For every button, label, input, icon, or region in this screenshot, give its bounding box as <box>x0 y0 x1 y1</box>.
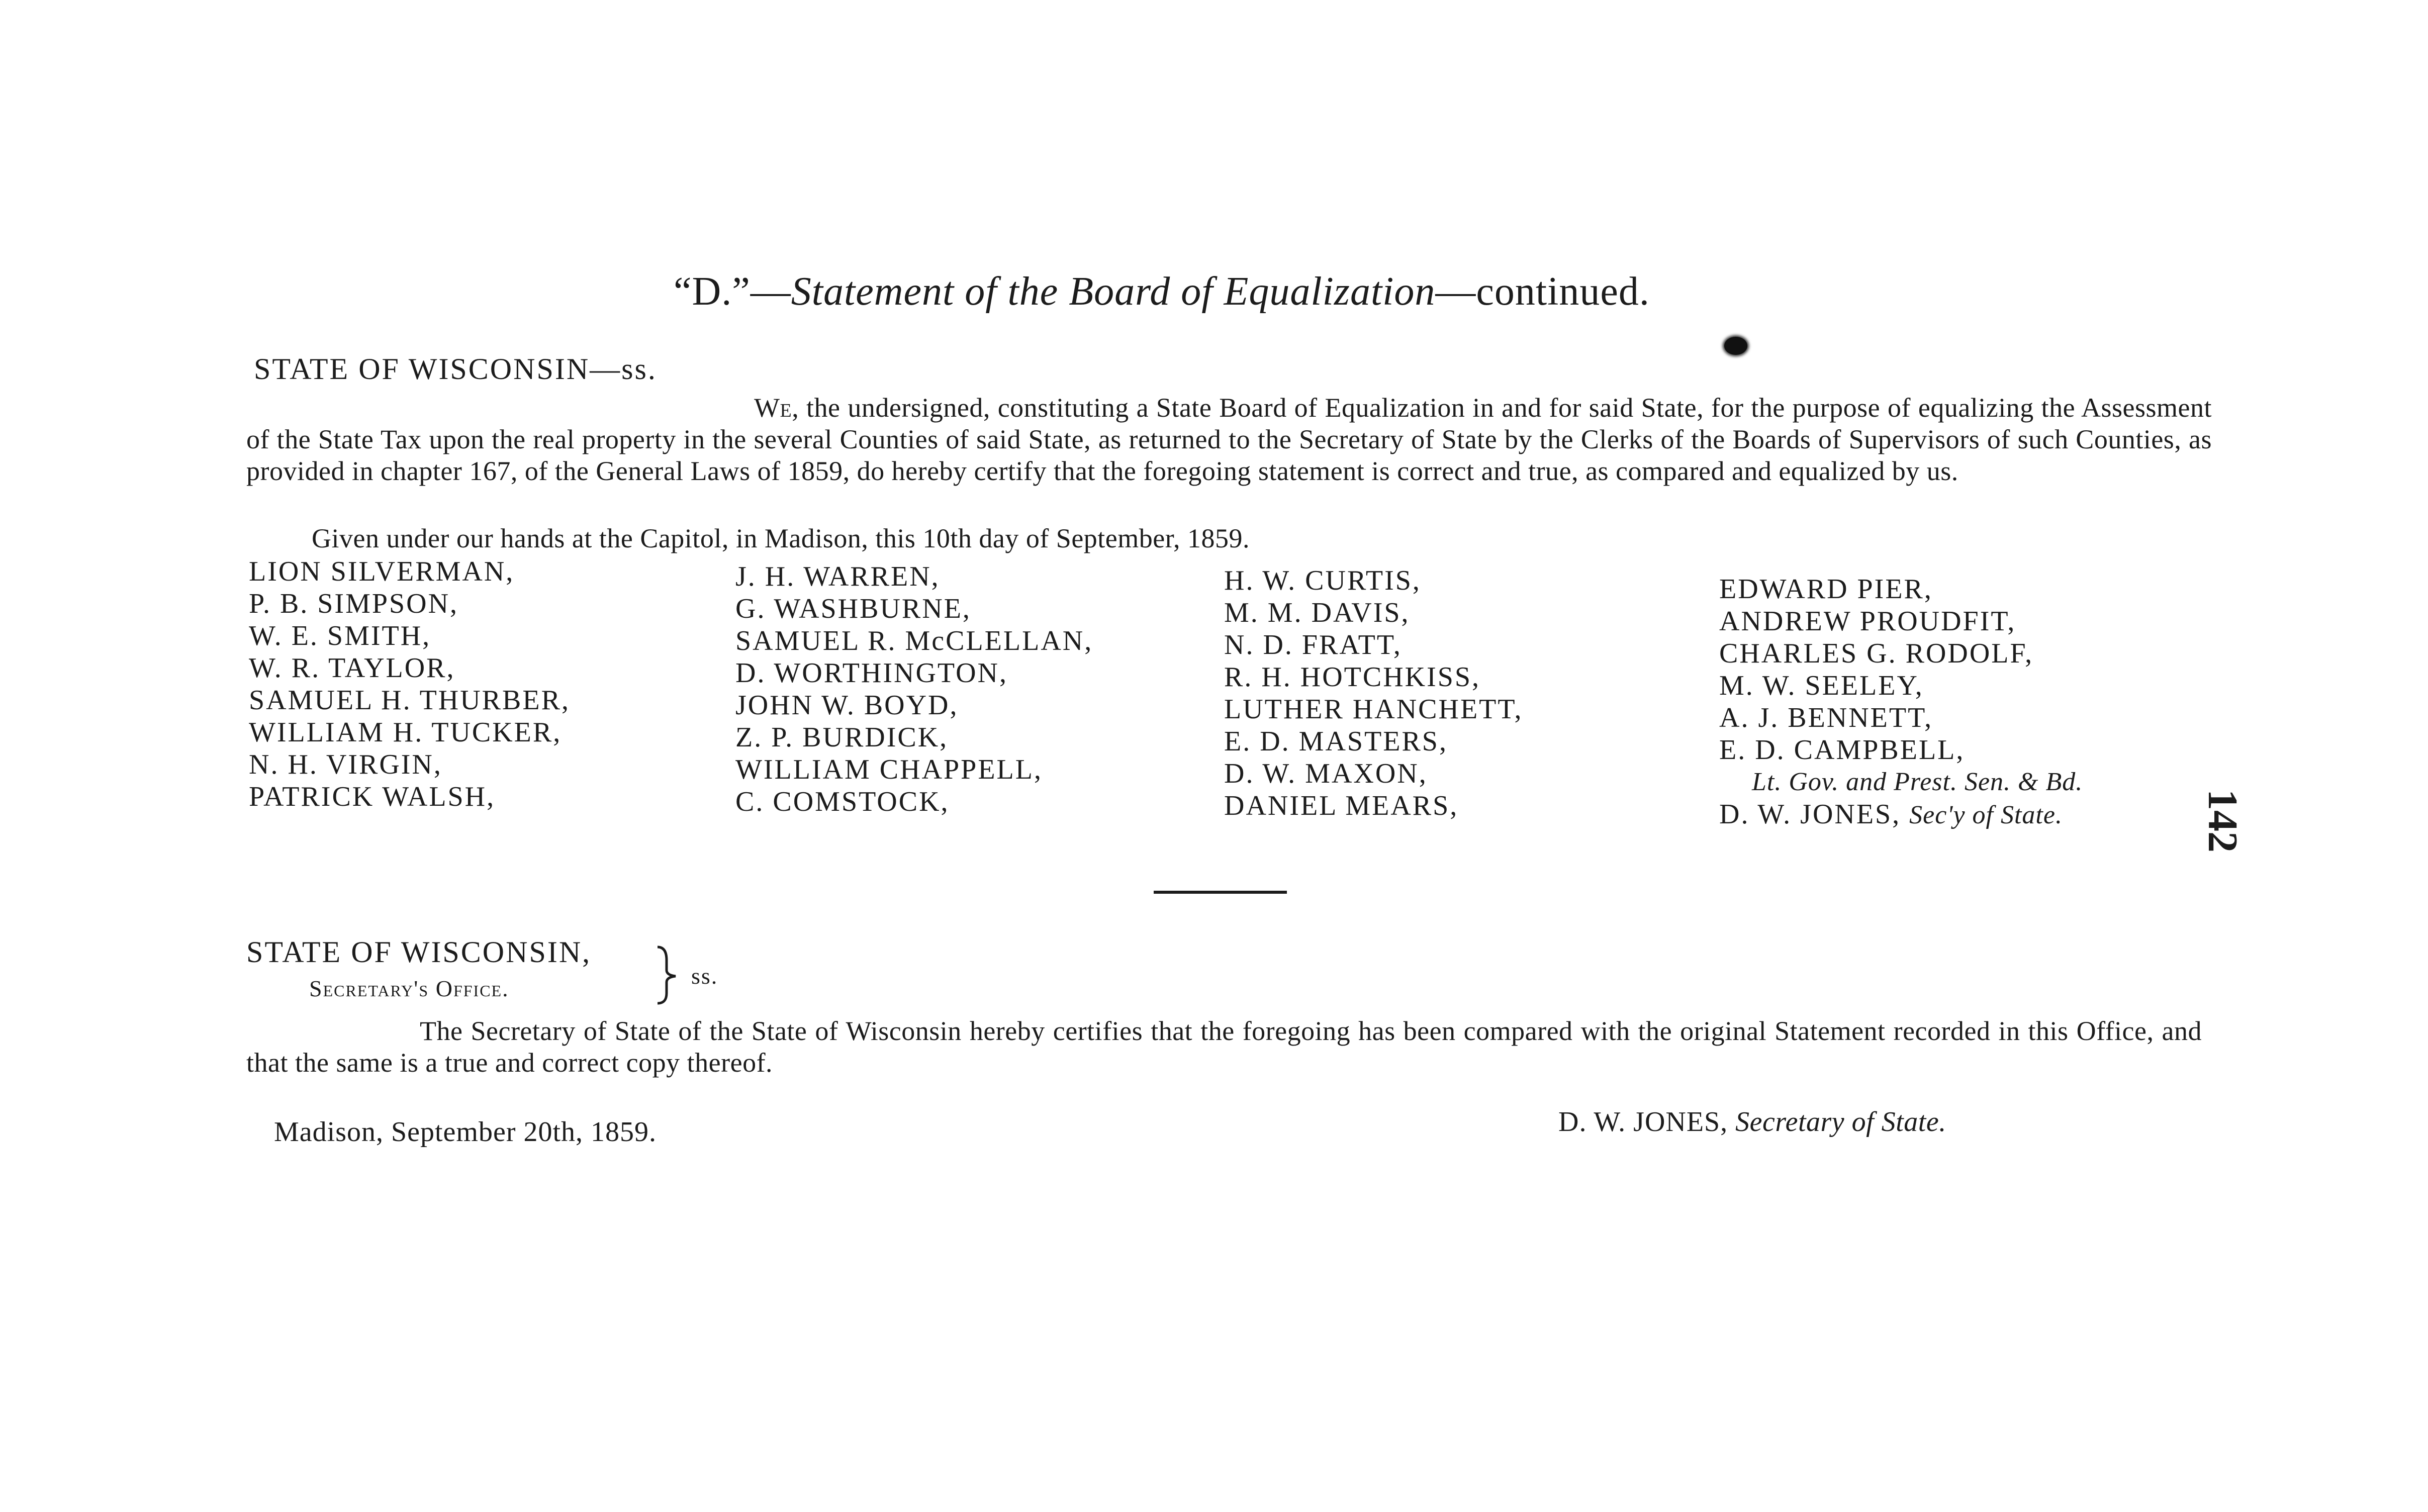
page-number: 142 <box>2199 789 2246 853</box>
signature-column-1 <box>249 555 570 813</box>
signature-name: LUTHER HANCHETT, <box>1224 694 1523 725</box>
signature-name: DANIEL MEARS, <box>1224 790 1459 821</box>
state-ss-line: STATE OF WISCONSIN—ss. <box>254 352 657 386</box>
secretary-signature <box>1558 1106 1946 1138</box>
signature-title: Sec'y of State. <box>1909 801 2063 829</box>
signature-name: A. J. BENNETT, <box>1719 702 1933 733</box>
signature-name: J. H. WARREN, <box>735 561 940 592</box>
secretary-signer-name: D. W. JONES, <box>1558 1106 1728 1138</box>
signature-name: C. COMSTOCK, <box>735 786 950 817</box>
given-line: Given under our hands at the Capitol, in Madison, this 10th day of September, 1859. <box>312 523 1250 553</box>
signature-name: Z. P. BURDICK, <box>735 722 949 753</box>
signature-name: W. E. SMITH, <box>249 620 431 651</box>
signature-name: CHARLES G. RODOLF, <box>1719 638 2034 669</box>
secretary-signer-title: Secretary of State. <box>1735 1106 1946 1138</box>
signature-name: D. WORTHINGTON, <box>735 657 1008 689</box>
certification-text: , the undersigned, constituting a State Board of Equalization in and for said State, for the purpose of equalizing the Assessment of the State Tax upon the real property in the several Counties of said State, as returned to the Secretary of State by the Clerks of the Boards of Supervisors of such Counties, as provided in chapter 167, of the General Laws of 1859, do hereby certify that the foregoing statement is correct and true, as compared and equalized by us. <box>246 393 2212 486</box>
signature-name: R. H. HOTCHKISS, <box>1224 662 1481 693</box>
curly-brace-icon <box>653 945 684 1005</box>
signature-name: M. W. SEELEY, <box>1719 670 1924 701</box>
ink-blot-mark <box>1724 337 1747 355</box>
signature-name: N. H. VIRGIN, <box>249 749 442 780</box>
signature-name: LION SILVERMAN, <box>249 556 515 587</box>
section-divider <box>1154 891 1287 894</box>
signature-name: D. W. MAXON, <box>1224 758 1428 789</box>
signature-name: G. WASHBURNE, <box>735 593 971 624</box>
signature-name: D. W. JONES, <box>1719 799 1901 830</box>
signature-name: WILLIAM CHAPPELL, <box>735 754 1043 785</box>
secretary-certification-paragraph: The Secretary of State of the State of Wisconsin hereby certifies that the foregoing has been compared with the original Statement recorded in this Office, and that the same is a true and correct copy thereof. <box>246 1016 2202 1078</box>
signature-column-2 <box>735 560 1093 818</box>
secretary-state-heading: STATE OF WISCONSIN, <box>246 935 592 969</box>
heading-suffix: —continued. <box>1435 269 1650 314</box>
signature-name: ANDREW PROUDFIT, <box>1719 606 2016 637</box>
signature-name: WILLIAM H. TUCKER, <box>249 717 562 748</box>
signature-jones <box>1719 798 2083 830</box>
signature-column-3 <box>1224 564 1523 822</box>
signature-name: EDWARD PIER, <box>1719 574 1933 605</box>
secretary-office-heading: Secretary's Office. <box>309 976 509 1001</box>
signature-name: SAMUEL R. McCLELLAN, <box>735 625 1093 656</box>
signature-name: W. R. TAYLOR, <box>249 652 455 684</box>
certification-paragraph <box>246 392 2212 487</box>
secretary-ss: ss. <box>691 963 718 989</box>
signature-name: E. D. MASTERS, <box>1224 726 1448 757</box>
lt-gov-role: Lt. Gov. and Prest. Sen. & Bd. <box>1752 768 2083 796</box>
heading-italic: Statement of the Board of Equalization <box>791 269 1436 314</box>
certification-date: Madison, September 20th, 1859. <box>274 1116 657 1148</box>
statement-heading <box>674 269 1650 315</box>
signature-name: E. D. CAMPBELL, <box>1719 734 1965 766</box>
certification-lead: We <box>754 393 792 423</box>
signature-name: P. B. SIMPSON, <box>249 588 459 619</box>
signature-name: SAMUEL H. THURBER, <box>249 685 570 716</box>
signature-name: M. M. DAVIS, <box>1224 597 1410 628</box>
signature-name: H. W. CURTIS, <box>1224 565 1421 596</box>
signature-name: N. D. FRATT, <box>1224 629 1402 660</box>
signature-column-4 <box>1719 573 2083 830</box>
signature-name: JOHN W. BOYD, <box>735 690 959 721</box>
heading-prefix: “D.”— <box>674 269 791 314</box>
signature-name: PATRICK WALSH, <box>249 781 496 812</box>
